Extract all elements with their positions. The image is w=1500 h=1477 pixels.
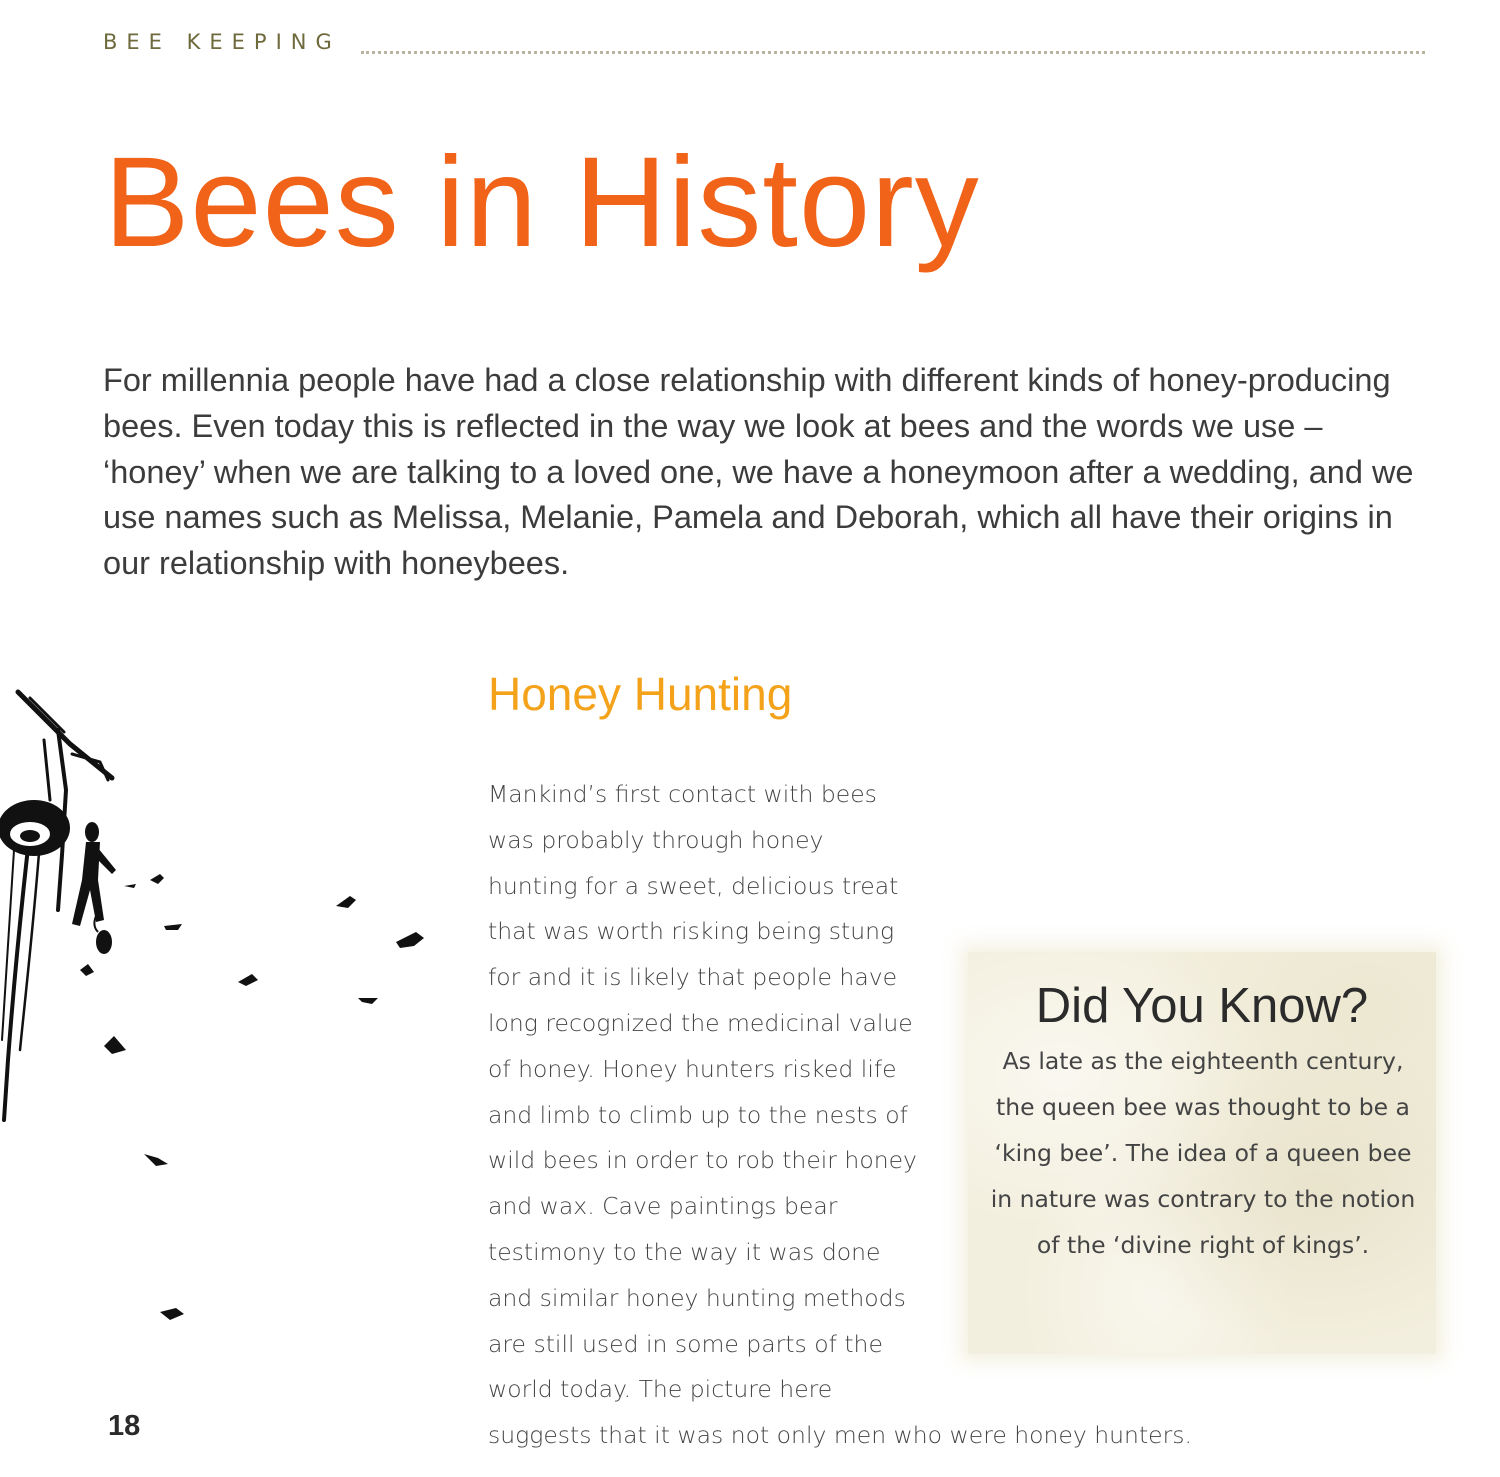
dotted-leader bbox=[361, 43, 1425, 54]
running-header bbox=[103, 28, 1425, 56]
section-label: BEE KEEPING bbox=[103, 30, 341, 54]
page-number: 18 bbox=[108, 1410, 141, 1442]
sidebar-title: Did You Know? bbox=[1035, 979, 1369, 1033]
cave-painting-illustration bbox=[0, 680, 470, 1360]
sidebar-text: As late as the eighteenth century, the queen bee was thought to be a ‘king bee’. The idea of a queen bee in nature was contrary to the notion of the ‘divine right of kings’. bbox=[990, 1047, 1416, 1259]
section-heading: Honey Hunting bbox=[488, 668, 793, 720]
honey-hunter-drawing bbox=[0, 680, 470, 1360]
section-body-text: Mankind’s first contact with bees was probably through honey hunting for a sweet, delicious treat that was worth risking being stung for and it is likely that people have long recognized the medicinal value of honey. Honey hunters risked life and limb to climb up to the nests of wild bees in order to rob their honey and wax. Cave paintings bear testimony to the way it was done and similar honey hunting methods are still used in some parts of the world today. The picture here suggests that it was not only men who were honey hunters. bbox=[488, 780, 1193, 1450]
page-title: Bees in History bbox=[104, 131, 980, 274]
intro-paragraph: For millennia people have had a close relationship with different kinds of honey-producing bees. Even today this is reflected in the way we look at bees and the words we use – ‘honey’ when we are talking to a loved one, we have a honeymoon after a wedding, and we use names such as Melissa, Melanie, Pamela and Deborah, which all have their origins in our relationship with honeybees. bbox=[103, 362, 1414, 582]
